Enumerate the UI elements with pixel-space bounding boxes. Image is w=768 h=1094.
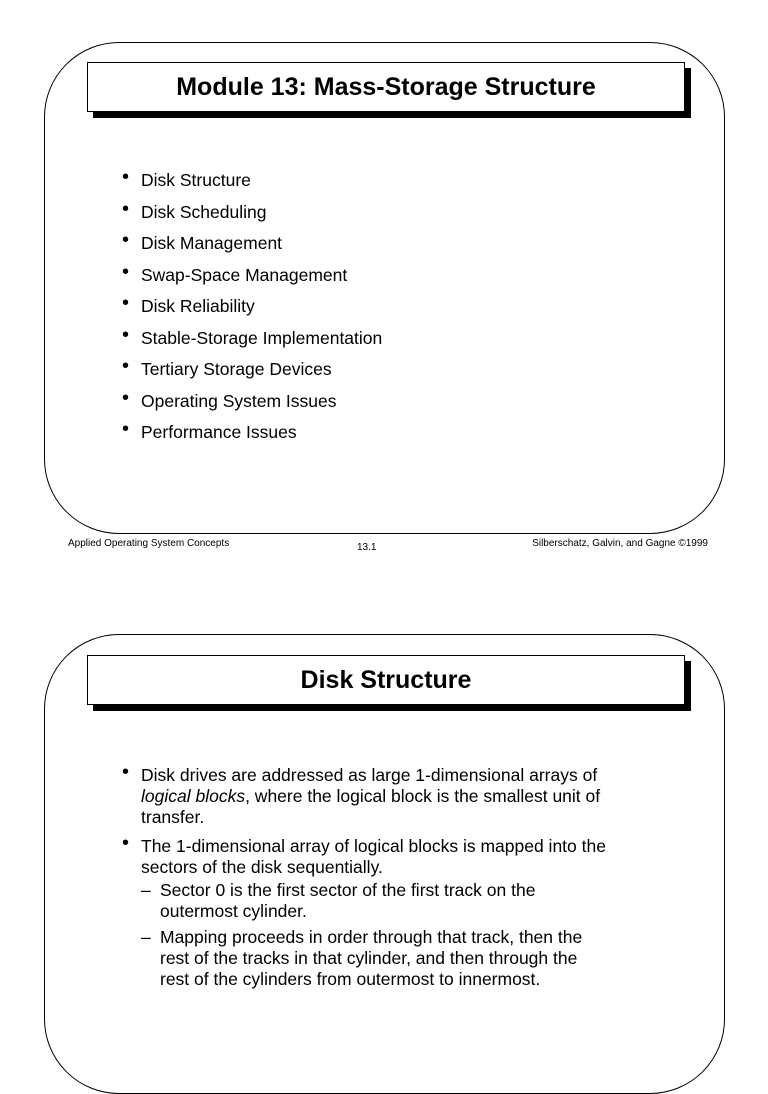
sub-bullet-list	[141, 880, 611, 990]
footer-course-title: Applied Operating System Concepts	[68, 538, 230, 549]
slide-1-title: Module 13: Mass-Storage Structure	[176, 72, 596, 101]
list-item: • Disk Scheduling	[121, 202, 611, 223]
list-item: • Disk Management	[121, 233, 611, 254]
sub-list-item: – Sector 0 is the first sector of the first track on the outermost cylinder.	[141, 880, 611, 922]
list-item	[121, 765, 611, 828]
bullet-text: The 1-dimensional array of logical blocks is mapped into the sectors of the disk sequentially.	[141, 836, 606, 877]
slide-2	[44, 634, 725, 1094]
list-item: • Operating System Issues	[121, 391, 611, 412]
bullet-text: Disk drives are addressed as large 1-dimensional arrays of	[141, 765, 598, 785]
slide-1-title-box	[87, 62, 685, 112]
slide-2-title-box	[87, 655, 685, 705]
list-item: • Performance Issues	[121, 422, 611, 443]
emphasis-logical-blocks: logical blocks	[141, 786, 246, 806]
slide-1-bullet-list	[121, 170, 611, 454]
slide-2-title: Disk Structure	[300, 665, 472, 694]
slide-2-bullet-list	[121, 765, 611, 998]
list-item	[121, 836, 611, 990]
list-item: • Disk Structure	[121, 170, 611, 191]
list-item: • Swap-Space Management	[121, 265, 611, 286]
footer-authors: Silberschatz, Galvin, and Gagne ©1999	[532, 538, 708, 549]
list-item: • Disk Reliability	[121, 296, 611, 317]
list-item: • Stable-Storage Implementation	[121, 328, 611, 349]
list-item: • Tertiary Storage Devices	[121, 359, 611, 380]
footer-page-number: 13.1	[357, 542, 377, 553]
slide-1	[44, 42, 725, 534]
sub-list-item: – Mapping proceeds in order through that track, then the rest of the tracks in that cylinder, and then through the rest of the cylinders from outermost to innermost.	[141, 927, 611, 990]
bullet-text: , where the logical block is the smallest unit of transfer.	[141, 786, 601, 827]
